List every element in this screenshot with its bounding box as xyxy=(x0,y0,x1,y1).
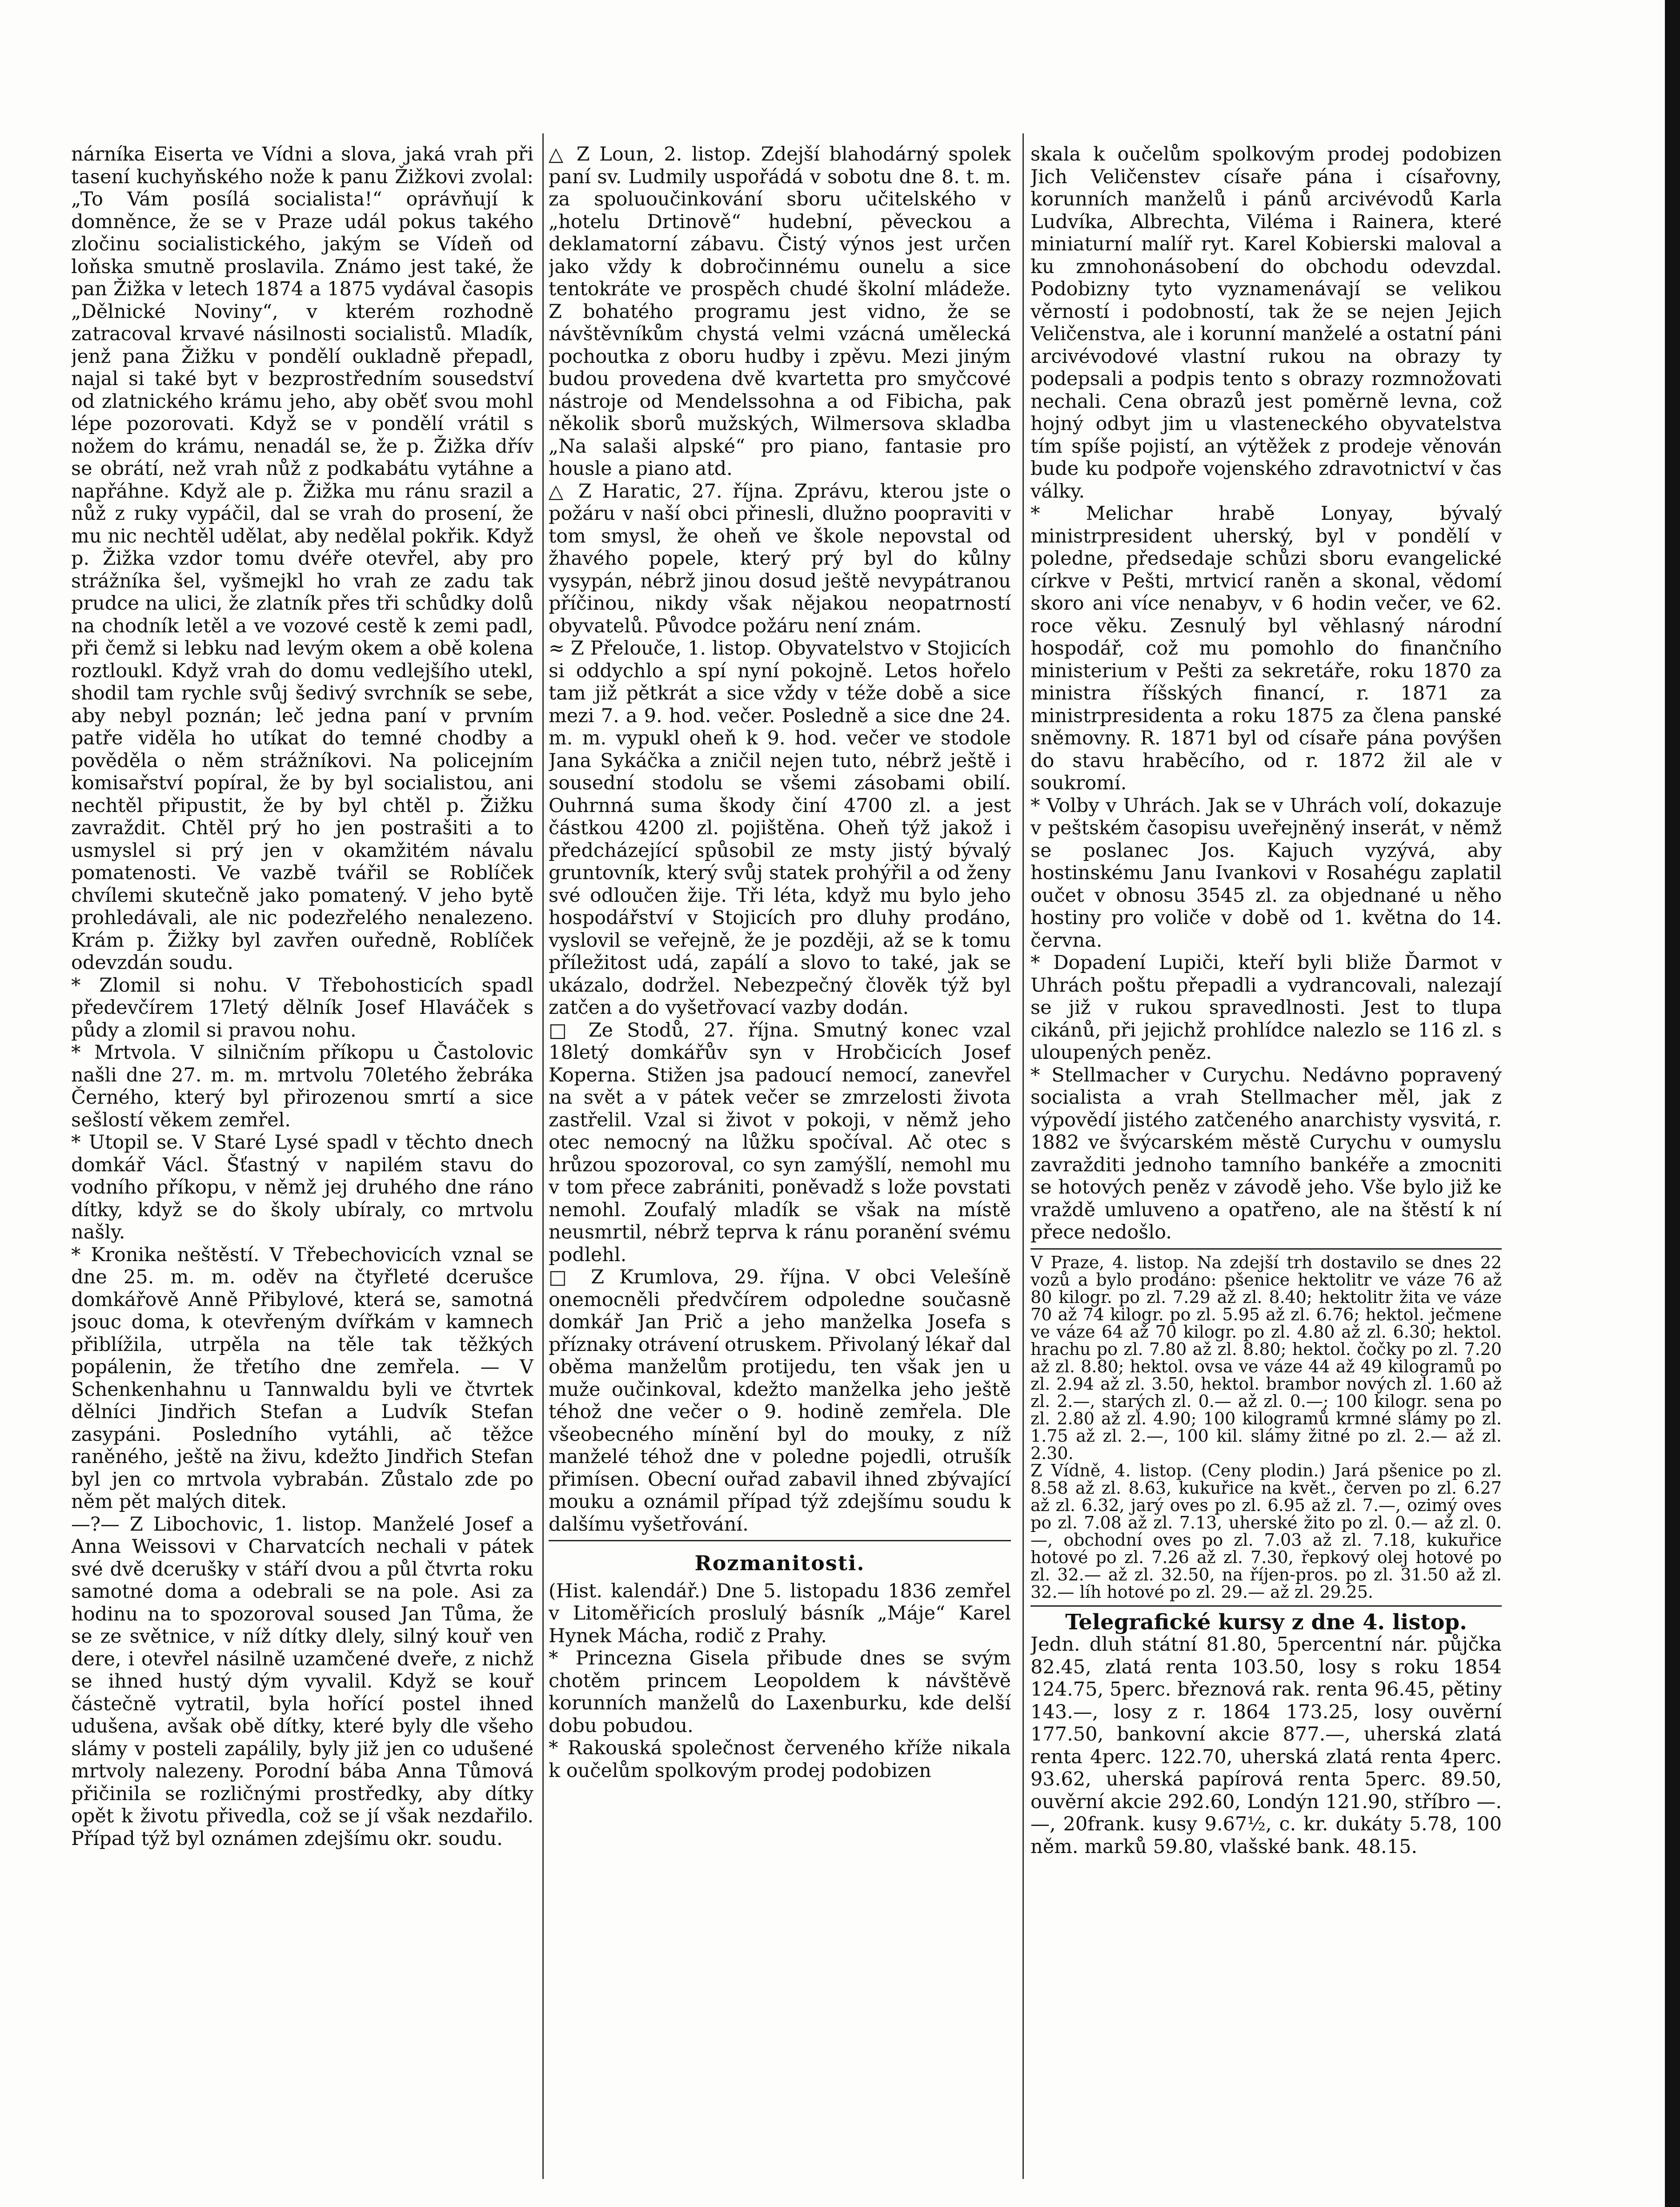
article-paragraph: ≈ Z Přelouče, 1. listop. Obyvatelstvo v Stojicích si oddychlo a spí nyní pokojně. Letos hořelo tam již pětkrát a sice vždy v téže době a sice mezi 7. a 9. hod. večer. Posledně a sice dne 24. m. m. vypukl oheň k 9. hod. večer ve stodole Jana Sykáčka a zničil nejen tuto, nébrž ještě i sousední stodolu se všemi zásobami obilí. Ouhrnná suma škody činí 4700 zl. a jest částkou 4200 zl. pojištěna. Oheň týž jakož i předcházející spůsobil ze msty jistý bývalý gruntovník, který svůj statek prohýřil a od ženy své odloučen žije. Tři léta, když mu bylo jeho hospodářství v Stojicích pro dluhy prodáno, vyslovil se veřejně, že je později, až se k tomu příležitost udá, zapálí a slovo to také, jak se ukázalo, dodržel. Nebezpečný člověk týž byl zatčen a do vyšetřovací vazby dodán. xyxy=(549,637,1011,1019)
column-3 xyxy=(1030,143,1502,2144)
telegraph-rates: Jedn. dluh státní 81.80, 5percentní nár. půjčka 82.45, zlatá renta 103.50, losy s roku 1854 124.75, 5perc. březnová rak. renta 96.45, pětiny 143.—, losy z r. 1864 173.25, losy ouvěrní 177.50, bankovní akcie 877.—, uherská zlatá renta 4perc. 122.70, uherská zlatá renta 4perc. 93.62, uherská papírová renta 5perc. 89.50, ouvěrní akcie 292.60, Londýn 121.90, stříbro —.—, 20frank. kusy 9.67½, c. kr. dukáty 5.78, 100 něm. marků 59.80, vlašské bank. 48.15. xyxy=(1030,1633,1502,1858)
column-rule xyxy=(542,133,544,2179)
article-paragraph: * Zlomil si nohu. V Třebohosticích spadl předevčírem 17letý dělník Josef Hlaváček s půdy a zlomil si pravou nohu. xyxy=(71,974,533,1041)
article-paragraph: △ Z Haratic, 27. října. Zprávu, kterou jste o požáru v naší obci přinesli, dlužno poopraviti v tom smysl, že oheň ve škole nepovstal od žhavého popele, který prý byl do kůlny vysypán, nébrž jinou dosud ještě nevypátranou příčinou, nikdy však nějakou neopatrností obyvatelů. Původce požáru není znám. xyxy=(549,480,1011,637)
column-rule xyxy=(1022,133,1024,2179)
page-edge-shadow xyxy=(1665,0,1680,2207)
article-paragraph: * Stellmacher v Curychu. Nedávno popravený socialista a vrah Stellmacher měl, jak z výpovědí jistého zatčeného anarchisty vysvitá, r. 1882 ve švýcarském městě Curychu v oumyslu zavražditi jednoho tamního bankéře a zmocniti se hotových peněz v závodě jeho. Vše bylo již ke vraždě umluveno a opatřeno, ale na štěstí k ní přece nedošlo. xyxy=(1030,1064,1502,1243)
telegraph-title: Telegrafické kursy z dne 4. listop. xyxy=(1065,1609,1467,1635)
article-paragraph: —?— Z Libochovic, 1. listop. Manželé Josef a Anna Weissovi v Charvatcích nechali v pátek své dvě dcerušky v stáří dvou a půl čtvrta roku samotné doma a odebrali se na pole. Asi za hodinu na to spozoroval soused Jan Tůma, že se ze světnice, v níž dítky dlely, silný kouř ven dere, i otevřel násilně uzamčené dveře, z nichž se ihned hustý dým vyvalil. Když se kouř částečně vytratil, byla hořící postel ihned udušena, avšak obě dítky, které byly dle všeho slámy v posteli zapálily, byly již jen co udušené mrtvoly nalezeny. Porodní bába Anna Tůmová přičinila se rozličnými prostředky, aby dítky opět k životu přivedla, což se jí však nezdařilo. Případ týž byl oznámen zdejšímu okr. soudu. xyxy=(71,1513,533,1850)
article-paragraph: nárníka Eiserta ve Vídni a slova, jaká vrah při tasení kuchyňského nože k panu Žižkovi zvolal: „To Vám posílá socialista!“ oprávňují k domněnce, že se v Praze udál pokus takého zločinu socialistického, jakým se Vídeň od loňska smutně proslavila. Známo jest také, že pan Žižka v letech 1874 a 1875 vydával časopis „Dělnické Noviny“, v kterém rozhodně zatracoval krvavé násilnosti socialistů. Mladík, jenž pana Žižku v pondělí oukladně přepadl, najal si také byt v bezprostředním sousedství od zlatnického krámu jeho, aby oběť svou mohl lépe pozorovati. Když se v pondělí vrátil s nožem do krámu, nenadál se, že p. Žižka dřív se obrátí, než vrah nůž z podkabátu vytáhne a napřáhne. Když ale p. Žižka mu ránu srazil a nůž z ruky vypáčil, dal se vrah do prosení, že mu nic nechtěl udělat, aby nedělal pokřik. Když p. Žižka vzdor tomu dvéře otevřel, aby pro strážníka šel, vyšmejkl ho vrah ze zadu tak prudce na ulici, že zlatník přes tři schůdky dolů na chodník letěl a ve vozové cestě k zemi padl, při čemž si lebku nad levým okem a obě kolena roztloukl. Když vrah do domu vedlejšího utekl, shodil tam rychle svůj šedivý svrchník se sebe, aby nebyl poznán; leč jedna paní v prvním patře viděla ho utíkat do temné chodby a pověděla o něm strážníkovi. Na policejním komisařství popíral, že by byl socialistou, ani nechtěl připustit, že by byl chtěl p. Žižku zavraždit. Chtěl prý ho jen postrašiti a to usmyslel si prý jen v okamžitém návalu pomatenosti. Ve vazbě tvářil se Roblíček chvílemi skutečně jako pomatený. V jeho bytě prohledávali, ale nic podezřelého nenalezeno. Krám p. Žižky byl zavřen ouředně, Roblíček odevzdán soudu. xyxy=(71,143,533,974)
section-divider xyxy=(1030,1248,1502,1250)
market-report: V Praze, 4. listop. Na zdejší trh dostavilo se dnes 22 vozů a bylo prodáno: pšenice hektolitr ve váze 76 až 80 kilogr. po zl. 7.29 až zl. 8.40; hektolitr žita ve váze 70 až 74 kilogr. po zl. 5.95 až zl. 6.76; hektol. ječmene ve váze 64 až 70 kilogr. po zl. 4.80 až zl. 6.30; hektol. hrachu po zl. 7.80 až zl. 8.80; hektol. čočky po zl. 7.20 až zl. 8.80; hektol. ovsa ve váze 44 až 49 kilogramů po zl. 2.94 až zl. 3.50, hektol. brambor nových zl. 1.60 až zl. 2.—, starých zl. 0.— až zl. 0.—; 100 kilogr. sena po zl. 2.80 až zl. 4.90; 100 kilogramů krmné slámy po zl. 1.75 až zl. 2.—, 100 kil. slámy žitné po zl. 2.— až zl. 2.30. xyxy=(1030,1252,1502,1463)
article-paragraph: skala k oučelům spolkovým prodej podobizen Jich Veličenstev císaře pána i císařovny, korunních manželů i pánů arcivévodů Karla Ludvíka, Albrechta, Viléma i Rainera, které miniaturní malíř ryt. Karel Kobierski maloval a ku zmnohonásobení do obchodu odevzdal. Podobizny tyto vyznamenávají se velikou věrností i podobností, tak že se nejen Jejich Veličenstva, ale i korunní manželé a ostatní páni arcivévodové vlastní rukou na obrazy ty podepsali a podpis tento s obrazy rozmnožovati nechali. Cena obrazů jest poměrně levna, což hojný odbyt jim u vlasteneckého obyvatelstva tím spíše pojistí, an výtěžek z prodeje věnován bude ku podpoře vojenského zdravotnictví v čas války. xyxy=(1030,143,1502,503)
section-divider xyxy=(1030,1605,1502,1607)
article-paragraph: * Volby v Uhrách. Jak se v Uhrách volí, dokazuje v peštském časopisu uveřejněný inserát, v němž se poslanec Jos. Kajuch vyzývá, aby hostinskému Janu Ivankovi v Rosahégu zaplatil oučet v obnosu 3545 zl. za objednané u něho hostiny pro voliče v době od 1. května do 14. června. xyxy=(1030,794,1502,952)
column-2 xyxy=(549,143,1011,2144)
section-divider xyxy=(549,1540,1011,1541)
article-paragraph: * Utopil se. V Staré Lysé spadl v těchto dnech domkář Václ. Šťastný v napilém stavu do vodního příkopu, v němž jej druhého dne ráno dítky, když se do školy ubíraly, co mrtvolu našly. xyxy=(71,1131,533,1243)
article-paragraph: * Melichar hrabě Lonyay, bývalý ministrpresident uherský, byl v pondělí v poledne, předsedaje schůzi sboru evangelické církve v Pešti, mrtvicí raněn a skonal, vědomí skoro ani více nenabyv, v 6 hodin večer, ve 62. roce věku. Zesnulý byl věhlasný národní hospodář, což mu pomohlo do finančního ministerium v Pešti za sekretáře, roku 1870 za ministra říšských financí, r. 1871 za ministrpresidenta a roku 1875 za člena panské sněmovny. R. 1871 byl od císaře pána povýšen do stavu hraběcího, od r. 1872 žil ale v soukromí. xyxy=(1030,503,1502,794)
article-paragraph: * Dopadení Lupiči, kteří byli bliže Ďarmot v Uhrách poštu přepadli a vydrancovali, nalezají se již v rukou spravedlnosti. Jest to tlupa cikánů, při jejichž prohlídce nalezlo se 116 zl. s uloupených peněz. xyxy=(1030,952,1502,1064)
article-paragraph: □ Ze Stodů, 27. října. Smutný konec vzal 18letý domkářův syn v Hrobčicích Josef Koperna. Stižen jsa padoucí nemocí, zanevřel na svět a v pátek večer se zmrzelosti života zastřelil. Vzal si život v pokoji, v němž jeho otec nemocný na lůžku spočíval. Ač otec s hrůzou spozoroval, co syn zamýšlí, nemohl mu v tom přece zabrániti, poněvadž s lože povstati nemohl. Zoufalý mladík se však na místě neusmrtil, nébrž teprva k ránu poranění svému podlehl. xyxy=(549,1019,1011,1266)
article-paragraph: * Mrtvola. V silničním příkopu u Častolovic našli dne 27. m. m. mrtvolu 70letého žebráka Černého, který byl přirozenou smrtí a sice sešlostí věkem zemřel. xyxy=(71,1041,533,1131)
section-title: Rozmanitosti. xyxy=(694,1551,865,1575)
article-paragraph: * Rakouská společnost červeného kříže nikala k oučelům spolkovým prodej podobizen xyxy=(549,1737,1011,1782)
article-paragraph: (Hist. kalendář.) Dne 5. listopadu 1836 zemřel v Litoměřicích proslulý básník „Máje“ Karel Hynek Mácha, rodič z Prahy. xyxy=(549,1580,1011,1647)
article-paragraph: * Kronika neštěstí. V Třebechovicích vznal se dne 25. m. m. oděv na čtyřleté dcerušce domkářově Anně Přibylové, která se, samotná jsouc doma, k otevřeným dvířkám v kamnech přiblížila, utrpěla na těle tak těžkých popálenin, že třetího dne zemřela. — V Schenkenhahnu u Tannwaldu byli ve čtvrtek dělníci Jindřich Stefan a Ludvík Stefan zasypáni. Posledního vytáhli, ač těžce raněného, ještě na živu, kdežto Jindřich Stefan byl jen co mrtvola vybrabán. Zůstalo zde po něm pět malých ditek. xyxy=(71,1243,533,1513)
article-paragraph: □ Z Krumlova, 29. října. V obci Velešíně onemocněli předvčírem odpoledne současně domkář Jan Prič a jeho manželka Josefa s příznaky otrávení otruskem. Přivolaný lékař dal oběma manželům protijedu, ten však jen u muže oučinkoval, kdežto manželka jeho ještě téhož dne večer o 9. hodině zemřela. Dle všeobecného mínění byl do mouky, z níž manželé téhož dne v poledne pojedli, otrušík přimísen. Obecní ouřad zabavil ihned zbývající mouku a oznámil případ týž zdejšímu soudu k dalšímu vyšetřování. xyxy=(549,1266,1011,1536)
article-paragraph: △ Z Loun, 2. listop. Zdejší blahodárný spolek paní sv. Ludmily uspořádá v sobotu dne 8. t. m. za spoluoučinkování sboru učitelského v „hotelu Drtinově“ hudební, pěveckou a deklamatorní zábavu. Čistý výnos jest určen jako vždy k dobročinnému ounelu a sice tentokráte ve prospěch chudé školní mládeže. Z bohatého programu jest vidno, že se návštěvníkům chystá velmi vzácná umělecká pochoutka z oboru hudby i zpěvu. Mezi jiným budou provedena dvě kvartetta pro smyčcové nástroje od Mendelssohna a od Fibicha, pak několik sborů mužských, Wilmersova skladba „Na salaši alpské“ pro piano, fantasie pro housle a piano atd. xyxy=(549,143,1011,480)
market-report: Z Vídně, 4. listop. (Ceny plodin.) Jará pšenice po zl. 8.58 až zl. 8.63, kukuřice na květ., červen po zl. 6.27 až zl. 6.32, jarý oves po zl. 6.95 až zl. 7.—, ozimý oves po zl. 7.08 až zl. 7.13, uherské žito po zl. 0.— až zl. 0.—, obchodní oves po zl. 7.03 až zl. 7.18, kukuřice hotové po zl. 7.26 až zl. 7.30, řepkový olej hotové po zl. 32.— až zl. 32.50, na říjen-pros. po zl. 31.50 až zl. 32.— líh hotové po zl. 29.— až zl. 29.25. xyxy=(1030,1460,1502,1602)
article-paragraph: * Princezna Gisela přibude dnes se svým chotěm princem Leopoldem k návštěvě korunních manželů do Laxenburku, kde delší dobu pobudou. xyxy=(549,1647,1011,1737)
column-1 xyxy=(71,143,533,2144)
